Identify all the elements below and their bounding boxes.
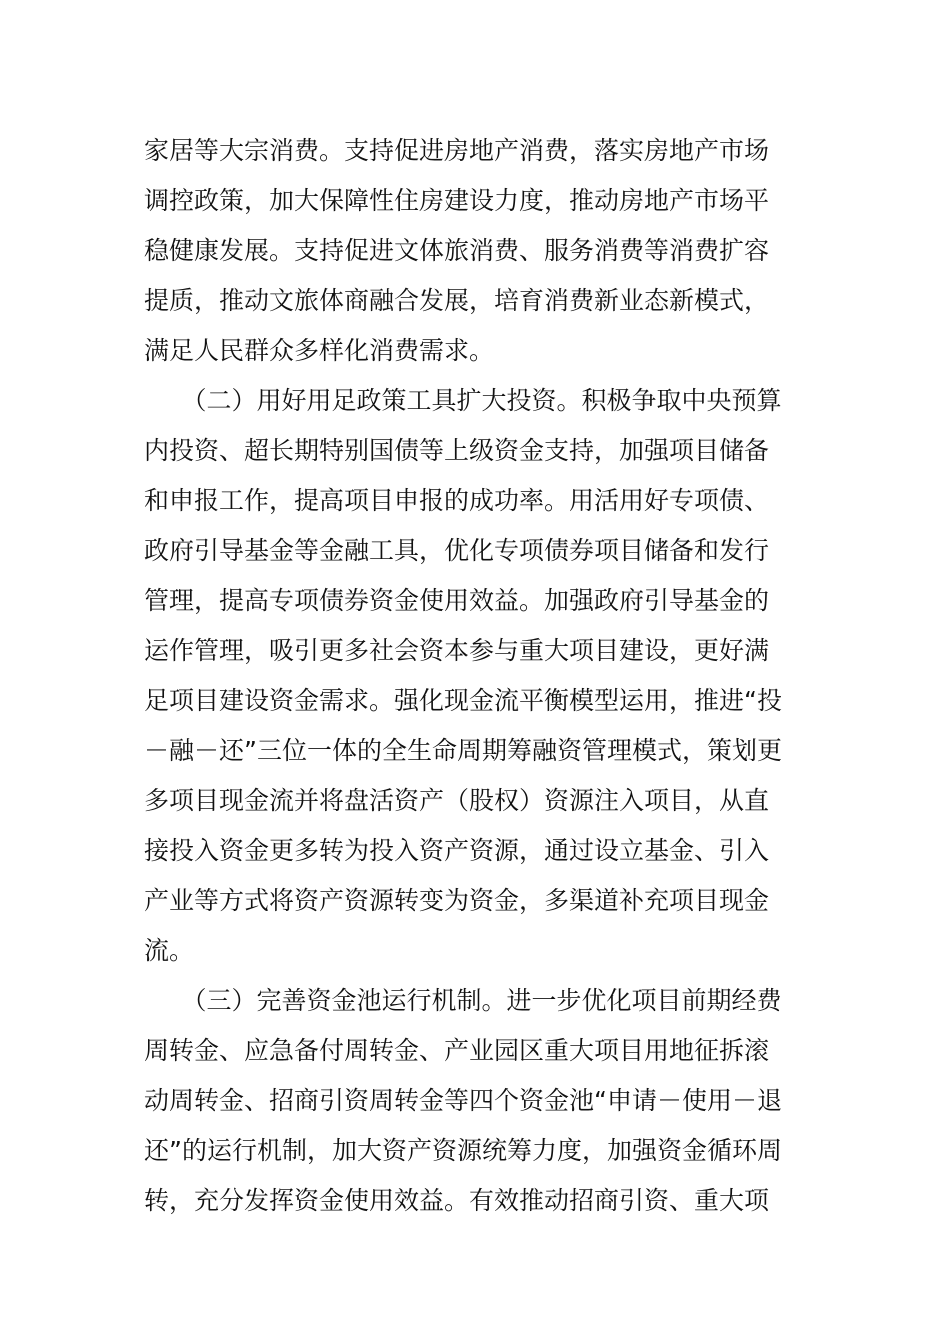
text-line: 满足人民群众多样化消费需求。 — [144, 336, 495, 365]
text-line: 多项目现金流并将盘活资产（股权）资源注入项目，从直 — [144, 786, 770, 815]
text-line: 内投资、超长期特别国债等上级资金支持，加强项目储备 — [144, 436, 770, 465]
document-body — [144, 126, 814, 1226]
text-line: 稳健康发展。支持促进文体旅消费、服务消费等消费扩容 — [144, 236, 770, 265]
text-line: 转，充分发挥资金使用效益。有效推动招商引资、重大项 — [144, 1186, 770, 1215]
text-line: 家居等大宗消费。支持促进房地产消费，落实房地产市场 — [144, 136, 770, 165]
text-line: 管理，提高专项债券资金使用效益。加强政府引导基金的 — [144, 586, 770, 615]
text-line: －融－还”三位一体的全生命周期筹融资管理模式，策划更 — [144, 736, 782, 765]
text-line: 周转金、应急备付周转金、产业园区重大项目用地征拆滚 — [144, 1036, 770, 1065]
text-line: 和申报工作，提高项目申报的成功率。用活用好专项债、 — [144, 486, 770, 515]
text-line: 调控政策，加大保障性住房建设力度，推动房地产市场平 — [144, 186, 770, 215]
text-line: 足项目建设资金需求。强化现金流平衡模型运用，推进“投 — [144, 686, 782, 715]
text-line: 流。 — [144, 936, 195, 965]
text-line: 还”的运行机制，加大资产资源统筹力度，加强资金循环周 — [144, 1136, 782, 1165]
text-line: 接投入资金更多转为投入资产资源，通过设立基金、引入 — [144, 836, 770, 865]
text-line: 运作管理，吸引更多社会资本参与重大项目建设，更好满 — [144, 636, 770, 665]
section-heading-line: （二）用好用足政策工具扩大投资。积极争取中央预算 — [144, 386, 782, 415]
text-line: 动周转金、招商引资周转金等四个资金池“申请－使用－退 — [144, 1086, 782, 1115]
section-heading-line: （三）完善资金池运行机制。进一步优化项目前期经费 — [144, 986, 782, 1015]
text-line: 提质，推动文旅体商融合发展，培育消费新业态新模式， — [144, 286, 770, 315]
text-line: 产业等方式将资产资源转变为资金，多渠道补充项目现金 — [144, 886, 770, 915]
text-line: 政府引导基金等金融工具，优化专项债券项目储备和发行 — [144, 536, 770, 565]
